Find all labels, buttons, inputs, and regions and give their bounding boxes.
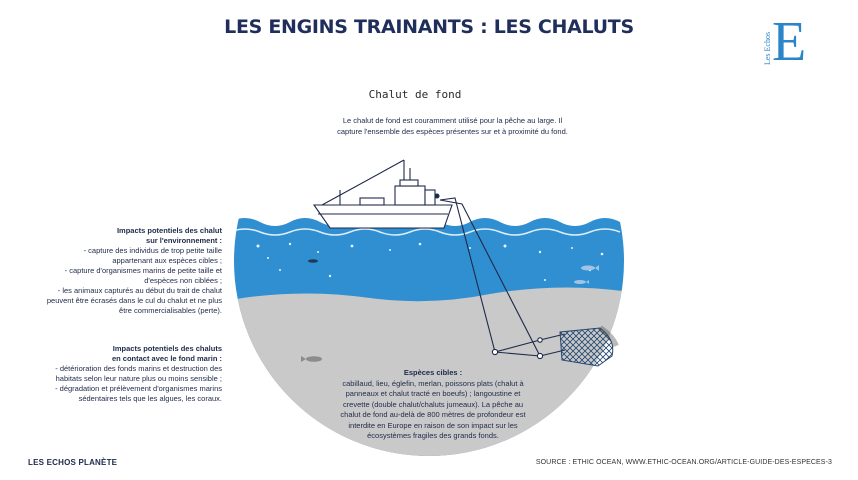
impacts-env-line: - capture des individus de trop petite taille <box>83 246 222 255</box>
impacts-env-heading-1: Impacts potentiels des chalut <box>116 226 222 235</box>
impacts-env-line: être commercialisables (perte). <box>119 306 222 315</box>
impacts-env-line: d'espèces non ciblées ; <box>144 276 222 285</box>
impacts-seabed-line: - dégradation et prélèvement d'organismes marins <box>55 384 222 393</box>
species-line: cabillaud, lieu, églefin, merlan, poissons plats (chalut à <box>342 378 524 388</box>
impacts-seabed-block <box>12 344 222 404</box>
species-line: chalut de fond au-delà de 800 mètres de profondeur est <box>340 410 526 419</box>
impacts-seabed-line: sédentaires tels que les algues, les coraux. <box>78 394 222 403</box>
species-line: panneaux et chalut tracté en boeufs) ; langoustine et <box>345 389 521 398</box>
impacts-environment-block <box>12 226 222 316</box>
species-line: interdite en Europe en raison de son impact sur les <box>348 420 518 430</box>
impacts-seabed-heading-1: Impacts potentiels des chaluts <box>112 344 222 353</box>
page-title: LES ENGINS TRAINANTS : LES CHALUTS <box>224 16 634 38</box>
impacts-env-line: - capture d'organismes marins de petite taille et <box>64 266 222 275</box>
footer-brand: LES ECHOS PLANÈTE <box>28 458 118 467</box>
species-line: écosystèmes fragiles des grands fonds. <box>367 431 499 440</box>
impacts-env-line: peuvent être écrasés dans le cul du chalut et ne plus <box>46 296 222 305</box>
species-heading: Espèces cibles : <box>403 368 463 377</box>
impacts-seabed-line: habitats selon leur nature plus ou moins sensible ; <box>55 374 222 383</box>
impacts-seabed-heading-2: en contact avec le fond marin : <box>111 354 222 363</box>
diagram-description: Le chalut de fond est couramment utilisé pour la pêche au large. Il capture l'ensemble des espèces présentes sur et à proximité du fond. <box>337 116 568 136</box>
trawl-net-icon <box>560 328 616 366</box>
logo-letter: E <box>772 11 807 73</box>
logo-small-text: Les Echos <box>763 31 772 65</box>
impacts-seabed-line: - détérioration des fonds marins et destruction des <box>55 364 222 373</box>
impacts-env-line: - les animaux capturés au début du trait de chalut <box>57 286 222 295</box>
diagram-title: Chalut de fond <box>368 88 462 101</box>
species-line: crevette (double chalut/chaluts jumeaux). La pêche au <box>342 399 524 409</box>
impacts-env-heading-2: sur l'environnement : <box>146 236 222 245</box>
footer-source: SOURCE : ETHIC OCEAN, WWW.ETHIC-OCEAN.ORG/ARTICLE-GUIDE-DES-ESPECES-3 <box>535 459 832 466</box>
impacts-env-line: appartenant aux espèces cibles ; <box>112 256 222 265</box>
target-species-block <box>328 368 538 442</box>
